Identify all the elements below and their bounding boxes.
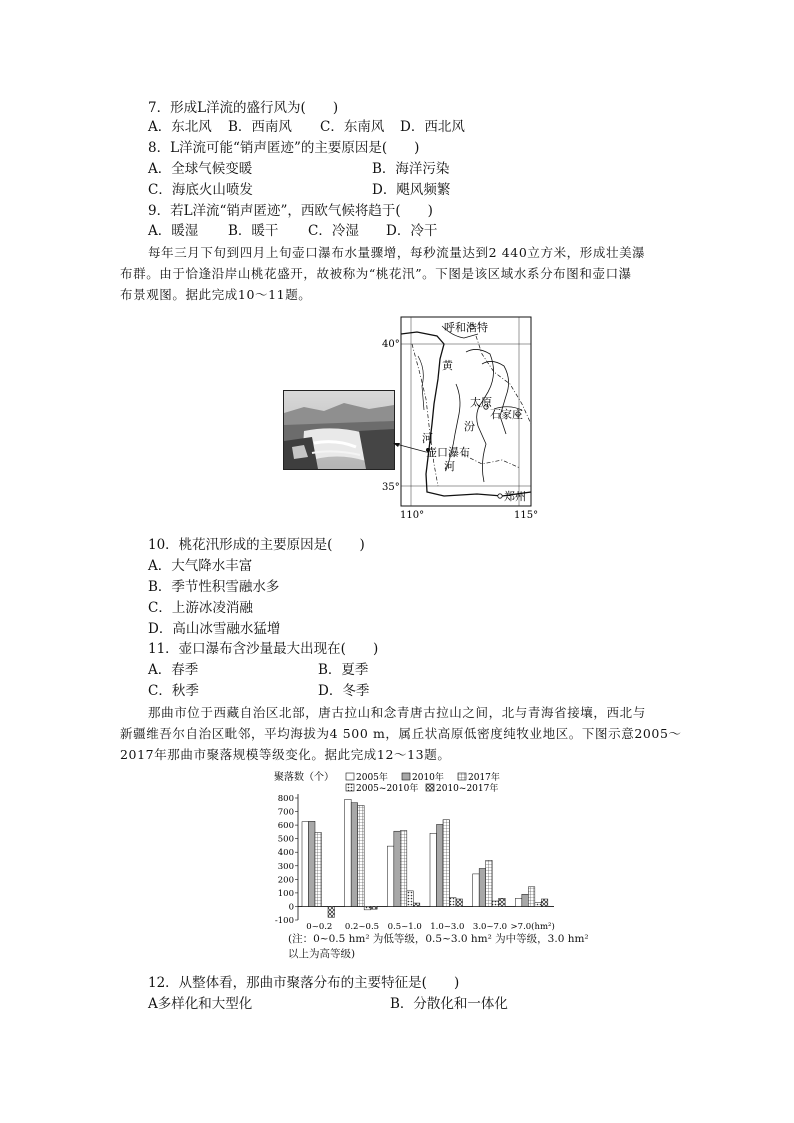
bar-3-0 <box>430 833 437 906</box>
q11-stem: 11．壶口瀑布含沙量最大出现在( ) <box>148 641 379 657</box>
bar-4-3 <box>492 901 499 906</box>
q11-option-b: B．夏季 <box>318 662 369 678</box>
q9-option-b: B．暖干 <box>228 223 279 239</box>
q8-option-c: C．海底火山喷发 <box>148 182 253 198</box>
lat-35-label: 35° <box>382 482 400 493</box>
legend-swatch-1 <box>402 773 410 780</box>
x-category-label: 3.0~7.0 <box>472 922 508 932</box>
zhengzhou-label: 郑州 <box>504 490 526 503</box>
hukou-label: 壶口瀑布 <box>426 446 470 459</box>
bar-1-0 <box>345 799 352 906</box>
q9-option-d: D．冷干 <box>386 223 438 239</box>
q10-option-c: C．上游冰凌消融 <box>148 600 253 616</box>
zhengzhou-dot <box>498 494 502 498</box>
chart-note-line-2: 以上为高等级) <box>288 948 356 960</box>
legend-swatch-2 <box>458 773 466 780</box>
passage2-line-3: 2017年那曲市聚落规模等级变化。据此完成12～13题。 <box>120 747 451 762</box>
q7-option-c: C．东南风 <box>320 119 385 135</box>
q12-option-b: B．分散化和一体化 <box>390 996 508 1012</box>
x-category-label: 1.0~3.0 <box>430 922 465 932</box>
bar-3-2 <box>443 820 450 907</box>
bar-5-0 <box>515 898 522 906</box>
taiyuan-label: 太原 <box>470 396 492 409</box>
legend-swatch-0 <box>346 773 354 780</box>
bar-3-3 <box>450 898 457 907</box>
q7-option-a: A．东北风 <box>148 119 212 135</box>
q12-stem: 12．从整体看，那曲市聚落分布的主要特征是( ) <box>148 975 460 991</box>
lon-115-label: 115° <box>514 510 539 521</box>
bar-1-3 <box>364 906 371 909</box>
x-category-label: >7.0(hm²) <box>510 922 555 932</box>
lon-110-label: 110° <box>400 510 425 521</box>
bar-1-1 <box>351 803 358 907</box>
bar-2-3 <box>407 891 414 907</box>
y-tick-label: 200 <box>277 875 294 886</box>
river-label-he-1: 河 <box>422 432 433 445</box>
river-label-huang: 黄 <box>442 359 453 372</box>
legend-label-2: 2017年 <box>468 773 500 783</box>
bar-4-1 <box>479 868 486 906</box>
y-tick-label: 300 <box>277 861 294 872</box>
q10-stem: 10．桃花汛形成的主要原因是( ) <box>148 537 365 553</box>
bar-5-1 <box>522 894 529 906</box>
bar-3-1 <box>437 824 444 906</box>
bar-2-0 <box>387 846 394 906</box>
legend-swatch-4 <box>426 784 434 791</box>
q7-stem: 7．形成L洋流的盛行风为( ) <box>148 100 339 116</box>
x-axis-categories <box>306 921 554 932</box>
lat-40-label: 40° <box>382 339 400 350</box>
q9-option-a: A．暖湿 <box>148 223 199 239</box>
bar-5-4 <box>541 899 548 906</box>
q11-option-a: A．春季 <box>148 662 199 678</box>
q7-option-b: B．西南风 <box>228 119 292 135</box>
chart-legend <box>274 770 500 794</box>
bar-2-1 <box>394 831 401 906</box>
chart-bars <box>302 799 548 917</box>
river-label-fen: 汾 <box>464 420 475 433</box>
q7-option-d: D．西北风 <box>400 119 465 135</box>
q8-option-b: B．海洋污染 <box>372 161 450 177</box>
bar-5-3 <box>535 902 542 906</box>
bar-0-1 <box>309 821 316 906</box>
chart-note-line-1: (注：0~0.5 hm² 为低等级，0.5~3.0 hm² 为中等级，3.0 hm² <box>288 933 589 945</box>
passage1-line-1: 每年三月下旬到四月上旬壶口瀑布水量骤增，每秒流量达到2 440立方米，形成壮美瀑 <box>148 245 646 260</box>
y-tick-label: 0 <box>288 902 294 913</box>
shijiazhuang-label: 石家庄 <box>490 408 523 421</box>
x-category-label: 0~0.2 <box>306 922 333 932</box>
q8-option-d: D．飓风频繁 <box>372 182 451 198</box>
q8-stem: 8．L洋流可能“销声匿迹”的主要原因是( ) <box>148 140 420 156</box>
legend-label-4: 2010~2017年 <box>436 784 499 794</box>
bar-2-2 <box>400 831 407 907</box>
map-to-photo-arrow <box>390 440 430 480</box>
legend-label-3: 2005~2010年 <box>356 784 419 794</box>
legend-label-0: 2005年 <box>356 773 388 783</box>
bar-0-4 <box>328 906 335 917</box>
q8-option-a: A．全球气候变暖 <box>148 161 253 177</box>
y-tick-label: 600 <box>277 821 294 832</box>
q10-option-d: D．高山冰雪融水猛增 <box>148 621 281 637</box>
passage1-line-2: 布群。由于恰逢沿岸山桃花盛开，故被称为“桃花汛”。下图是该区域水系分布图和壶口瀑 <box>120 266 632 281</box>
bar-5-2 <box>528 887 535 907</box>
bar-1-2 <box>358 805 365 906</box>
hohhot-label: 呼和浩特 <box>444 321 488 334</box>
q9-option-c: C．冷湿 <box>308 223 359 239</box>
passage1-line-3: 布景观图。据此完成10～11题。 <box>120 287 312 302</box>
q11-option-d: D．冬季 <box>318 683 370 699</box>
bar-2-4 <box>413 903 420 906</box>
bar-0-0 <box>302 822 309 907</box>
x-category-label: 0.2~0.5 <box>344 922 380 932</box>
bar-0-2 <box>315 833 322 907</box>
x-category-label: 0.5~1.0 <box>387 922 422 932</box>
river-label-he-2: 河 <box>444 460 455 473</box>
q10-option-a: A．大气降水丰富 <box>148 558 253 574</box>
y-tick-label: 500 <box>277 834 294 845</box>
q12-option-a: A多样化和大型化 <box>148 996 253 1012</box>
y-axis-label: 聚落数（个） <box>274 772 334 783</box>
q11-option-c: C．秋季 <box>148 683 199 699</box>
y-tick-label: 400 <box>277 848 294 859</box>
hukou-waterfall-photo <box>283 390 395 470</box>
bar-4-4 <box>499 898 506 906</box>
legend-swatch-3 <box>346 784 354 791</box>
y-tick-label: 800 <box>277 794 294 804</box>
water-system-map <box>382 314 550 524</box>
passage2-line-2: 新疆维吾尔自治区毗邻，平均海拔为4 500 m，属丘状高原低密度纯牧业地区。下图示意2005～ <box>120 726 682 741</box>
bar-4-0 <box>473 874 480 907</box>
legend-label-1: 2010年 <box>412 773 444 783</box>
y-tick-label: 700 <box>277 807 294 818</box>
y-tick-label: 100 <box>277 888 294 899</box>
bar-4-2 <box>486 860 493 906</box>
bar-1-4 <box>371 906 378 909</box>
bar-3-4 <box>456 899 463 906</box>
q9-stem: 9．若L洋流“销声匿迹”，西欧气候将趋于( ) <box>148 203 433 219</box>
y-tick-label: -100 <box>274 916 294 926</box>
q10-option-b: B．季节性积雪融水多 <box>148 579 280 595</box>
passage2-line-1: 那曲市位于西藏自治区北部，唐古拉山和念青唐古拉山之间，北与青海省接壤，西北与 <box>148 705 646 720</box>
